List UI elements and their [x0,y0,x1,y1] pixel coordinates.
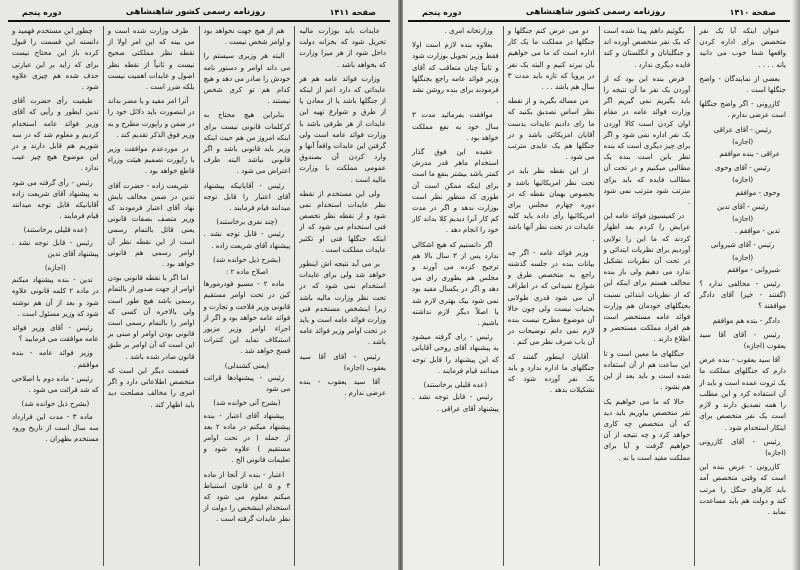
paragraph: عقیده این فوق گذار استخدام ماهر قدر مدرش کمتر باشد بیشتر بنفع ما است برای اینکه ممکن است آن طوری که منظور نظر است بوزارت ندهد و اگر در مدت کم کار آنرا دیدیم کلا بداند کار خود را انجام دهد . [412,148,499,235]
columns [8,26,390,566]
paragraph: بر می آید نتیجه اش اینطور خواهد شد ولی برای عایدات استخدام نمی شود که در تحت نظر وزارت مالیه باشد زیرا اینشخص مستخدم فنی وزارت فوائد عامه است و باید در تحت اوامر وزیر فوائد عامه باشد . [299,260,386,347]
paragraph: حالا که ما می خواهیم یک نفر متخصص بیاوریم باید دید که آن متخصص چه کاری خواهد کرد و چه نتیجه از آن خواهیم گرفت و آیا برای مملکت مفید است یا نه . [603,397,691,462]
paragraph: آقا سید یعقوب - بنده عرضی ندارم . [299,378,386,398]
centered-line: رئیس - آقای وحوی [714,164,771,173]
centered-line: (اجازه) [732,253,754,262]
paragraph: وزیر فوائد عامه - اگر چه بیانات بنده در جلسه گذشته راجع به متخصص طرق و شوارع نمیدانی که در اطراف آن می شود قدری طولانی بحثیات نیست ولی چون حالا آن موضوع مطرح نیست بنده لازم نمی دانم توضیحات در آن باب صرف نظر می کنم . [507,248,595,347]
centered-line: (یعنی کشندلی) [224,361,270,370]
paragraph: تدین - بنده پیشنهاد میکنم در ماده ۲ کلمه قانونی علاوه شود و بعد از آن هم نوشته شود که وزیر مسئول است . [12,276,99,318]
paragraph: اعتبار - بنده از آنجا از ماده ۴ و ۵ این قانون استنباط میکنم معلوم می شود که استخدام اینشخص را دولت از نظر عایدات گرفته است . [203,470,291,524]
centered-line: (عده قلیلی برخاستند) [423,381,488,390]
paragraph: رئیس - قابل توجه نشد . پیشنهاد آقای عراقی . [412,393,499,413]
paragraph: دادگر - بنده هم موافقم [712,316,780,325]
paragraph: شریعت زاده - حضرت آقای تدین در ضمن مخالف بایش نهاد آقای اعتبار فرمودند که وزیر متصف بصفات قانونی یعنی قائل بالتمام رسمی است از این نقطه نظر آن اوامر رسمی هم قانونی خواهد بود . [107,181,195,269]
paragraph: رئیس - مخالفی ندارد ؟ (گفتند - خیر) آقای دادگر موافقند ؟ [699,280,786,311]
centered-line: (اجازه) [732,176,754,185]
paragraph: رئیس - رأی گرفته می شود به پیشنهاد آقای شریعت زاده آقایانیکه قابل توجه میدانند قیام فرمایند . [12,178,99,221]
paragraph: رئیس - رای گرفته میشود به پیشنهاد آقای روحی آقایانی که این پیشنهاد را قابل توجه میدانند قیام فرمایند . [412,333,499,375]
paragraph: رئیس - قابل توجه نشد . پیشنهاد آقای شریعت زاده . [203,230,291,250]
centered-line: (چند نفری برخاستند) [216,218,278,227]
paragraph: من مساله بگیرید و از نقطه نظر اساس تصدیق بکنید که ما رای دادیم عایدات بدست آقایان امریکائی باشد و در جنگلها هم یک عایدی مترتب می شود . [507,97,595,162]
paragraph: رئیس - پیشنهادها قرائت می شود [203,373,291,394]
paragraph: رئیس - ماده دوم با اصلاحی که شد قرائت می شود . [12,374,99,395]
page-number: صفحه ۱۴۱۱ [329,7,376,17]
centered-line: (بشرح ذیل خوانده شد) [21,400,90,409]
centered-line: (اجازه) [44,264,66,273]
paragraph: عنوان اینکه آیا یک نفر متخصص برای اداره کردن واقعها شما خوب می دانید یانه . . . . [699,27,786,69]
text-column [295,26,390,566]
columns [408,26,790,566]
centered-line: اصلاح ماده ۲ : [225,268,268,277]
paragraph: وزیر فوائد عامه - بنده موافقم . [12,349,99,369]
text-column [504,26,600,566]
paragraph: موافقت بفرمائید مدت ۳ سال خود به نفع مملکت خواهد بود . [412,111,499,142]
paragraph: بعضی از نمایندگان - واضح جنگلها است . [699,74,786,95]
centered-line: (اجازه) [732,137,754,146]
paragraph: وحوی - موافقم [735,188,780,197]
paragraph: تدین - موافقم . [734,227,780,236]
paragraph: آقایان اینطور گفتند که جنگلهای ما اداره ندارد و باید یک نفر آورده شود که تشکیلات بدهد . [507,352,595,395]
newspaper-title: روزنامه رسمی کشور شاهنشاهی [525,7,666,17]
centered-line: (بشرح ذیل خوانده شد) [212,255,281,264]
paragraph: جنگلهای ما معین است و تا این ساعت هم از آن استفاده شده است و باید بعد از این هم بشود . [603,349,691,392]
centered-line: (اجازه) [732,215,754,224]
period-label: دوره پنجم [22,7,62,17]
text-column [408,26,504,566]
paragraph: رئیس - آقای آقا سید یعقوب (اجازه) [699,330,786,351]
paragraph: آنرا امر مفید و یا مضر بداند در اینصورت باید دلائل خود را در ضمن و راپورت مطرح و به وزیر فوق الذکر تقدیم کند . [107,97,195,139]
text-column [8,26,104,566]
centered-line: (بشرح آتی خوانده شد) [213,399,281,408]
paragraph: ولی این مستخدم از نقطه نظر عایدات استخدام نمی شود و از نقطه نظر تخصص فنی استخدام می شود که از اینکه جنگلها فنی او تکثیر عایدات مملکت است . [299,189,386,254]
paragraph: هم از هیچ جهت نخواهد بود و اوامر شخص نیست . [203,27,291,47]
paragraph: از این نقطه نظر باید در تحت نظر امریکائیها باشد و بخصوص بهمان نقطه که در دوره چهارم مجلس برای امریکائیها رأی داده باید کلیه عایدات در تحت نظر آنها باشد . [507,167,595,243]
paragraph: بعلاوه بنده لازم است اولا فقط وزیر تحویل بوزارت شود و ثانیاً چنان متعاقب که آقای وزیر فوائد عامه راجع بجنگلها فرمودند برای بنده روشن نشد . [412,41,499,106]
paragraph: ماده ۳ - مدت این قرارداد سه سال است از تاریخ ورود مستخدم بطهران . [12,412,99,443]
paragraph: البته هر وزیری سیستم را می داند اوامر و دستور نامه خودش را صادر می دهد و هیچ کدام هم تو کری شخص نیستند . [203,52,291,106]
page-number: صفحه ۱۴۱۰ [729,7,776,17]
paragraph: قسمت دیگر این است که متخصص اطلاعاتی دارد و اگر امری را مخالف مصلحت دید باید اظهار کند . [107,366,195,409]
paragraph: چطور این مستخدم فهمید و دانسته این قسمت را قبول کرده باز این محتاج نیست برای که زاید بر این عبارتی حذف شده هم چیزی علاوه شود . [12,27,99,92]
centered-line: رئیس - آقای تدین [716,202,769,211]
paragraph: رئیس - آقای آقا سید یعقوب (اجازه) [299,352,386,372]
text-column [600,26,696,566]
period-label: دوره پنجم [422,7,462,17]
paragraph: فرض بنده این بود که از آوردن یک نفر ما آن نتیجه را باید بگیریم نمی گیریم اگر وزارت فوائد عامه در مقام اوان کردن است کالا آوردن یک نفر اداره نمی شود و اگر برای چیز دیگری است که بنده نظر باین است بنده یک مطالبی میکنیم و در تحت آن مطالب فایده که باید برای مترتب شود مترتب نمی شود . [603,74,691,207]
paragraph: کازرونی - اگر واضح جنگلها است عرضی ندارم . [699,100,786,120]
paragraph: ماده ۲ - مسیو فودرمورها کین در تحت اوامر مستقیم قانونی وزیر فلاحت و تجارت و فوائد عامه خواهد بود و اگر از اجراء اوامر وزیر مزبور استنکاف نماید این کنترات فسخ خواهد شد . [203,280,291,356]
paragraph: رئیس - آقای کازرونی (اجازه) [699,437,786,457]
paragraph: بنابراین هیچ محتاج به کرکلمات قانونی نیست برای اینکه امروز من هم حیث اینکه وزیر باید قانونی باشد و اگر قانونی نباشد البته طرف اعتراض می شود . [203,111,291,176]
page-1410 [400,0,800,570]
paragraph: رئیس - قابل توجه نشد . پیشنهاد آقای تدین [12,238,99,258]
paragraph: عایدات باید بوزارت مالیه تحریل شود که بخزانه دولت داخل شود از هر میرا وزارت که بخواهد باشد . [299,27,386,69]
paragraph: اگر دانستیم که هیچ اشکالی ندارد پس از ۳ سال بالا هم ترجیح کرده می آورند و مجلس هم بطوری رای می دهد و اگر در یکسال مفید بود نمی شود بیک بهتری لازم شد یا اصلاً دیگر لازم نداشته باشیم . [412,240,499,328]
text-column [104,26,200,566]
page-edge-shadow [792,0,800,570]
paragraph: طیقیت رأی حضرت آقای تدین ایطور و رأیی که آقای وزیر فوائد عامه استخدام کردیم و معلوم شد که در سه شوریم هم قابل دارند و در این موضوع هیچ چیز عیب ندارد . [12,97,99,173]
paragraph: اما اگر با نقطه قانونی بودن اوامر از جهت صدور از بالتمام رسمی باشد هیچ طور است ولی بالاخره آن کسی که اوامر را بالتمام رسمی است قانونی بودن اوامر او مبنی بر این است که آن اوامر بر طبق قانون صادر شده باشد . [107,274,195,361]
centered-line: رئیس - آقای عراقی [713,125,772,134]
paragraph: رئیس - آقای وزیر فوائد عامه موافقت می فرمایید ؟ [12,324,99,344]
paragraph: عراقی - بنده موافقم [719,150,780,159]
paragraph: دو می عرض کنم جنگلها و جنگلها در مملکت ما یک کار اداره است که ما می خواهیم بآن ببرند کنیم و البته یک نفر در پروپا که تازه باید مدت ۳ سال هم باشد . . . [507,27,595,92]
newspaper-title: روزنامه رسمی کشور شاهنشاهی [125,7,266,17]
paragraph: رئیس - آقایانیکه پیشنهاد آقای اعتبار را قابل توجه میدانند قیام فرمایند . [203,181,291,213]
text-column [695,26,790,566]
centered-line: (عده قلیلی برخاستند) [23,226,88,235]
binding-gutter [398,0,403,570]
paragraph: شیروانی - موافقم [727,265,780,274]
paragraph: پیشنهاد آقای اعتبار - بنده پیشنهاد میکنم در ماده ۲ بعد از جمله ( در تحت اوامر مستقیم ) علاوه شود و تعلیمات قانونی الخ . [203,411,291,465]
paragraph: وزارت فوائد عامه هم هر عایداتی که دارد اعم از اینکه از جنگلها باشد یا از معادن یا از طرق و شوارع تهیه این عایدات از هر طرفی باشد با وزارت فوائد عامه است ولی گرفتن این عایدات واقعاً آنها و وارد کردن آن بصندوق عمومی مملکت با وزارت مالیه است . [299,74,386,184]
paragraph: طرف وزارت شده است و می بینه که این امر اولا از نقطه نظر مملکتی صحیح نیست و ثانیاً از نقطه نظر اصول و عایدات اهمیت نیست بلکه ضرر است . [107,27,195,92]
paragraph: در موردعدم موافقت وزیر با راپورت تصمیم هیئت وزراء قاطع خواهد بود . [107,145,195,176]
paragraph: در کمیسیون فوائد عامه این عرایض را کردم بعد اظهار کردند که ما این را تولایی آوردیم برای نظریات ابتدائی و در تحت آن نظریات تشکیل ندارد می دهیم ولی باز بنده مخالف هستم برای اینکه این که از نظریات ابتدائی نسبت بجنگلهای خودمان هم وزارت فوائد عامه مستحضر است هم افراد مملکت مستحضر و اطلاع دارند . [603,212,691,344]
paragraph: کازرونی - عرض بنده این است که وقتی متخصص آمد باید کارهای جنگل را مرتب کند و دولت هم باید مساعدت نماید . [699,463,786,516]
page-header [8,6,390,22]
text-column [200,26,296,566]
paragraph: وزارتخانه امری . [444,27,493,35]
paragraph: آقا سید یعقوب - بنده عرض دارم که جنگلهای مملکت ما یک ثروت عمده است و باید از آن استفاده کرد و این مطلب را همه تصدیق دارند و لازم است یک نفر متخصص برای اینکار استخدام شود . [699,356,786,432]
paragraph: بگوئیم داهم پیدا شده است که یک نفر متخصص آورده اند و جنگلبانان و انگلستان و کند فایده دیگری ندارد . [603,27,691,69]
centered-line: رئیس - آقای شیروانی [710,241,775,250]
page-header [408,6,790,22]
